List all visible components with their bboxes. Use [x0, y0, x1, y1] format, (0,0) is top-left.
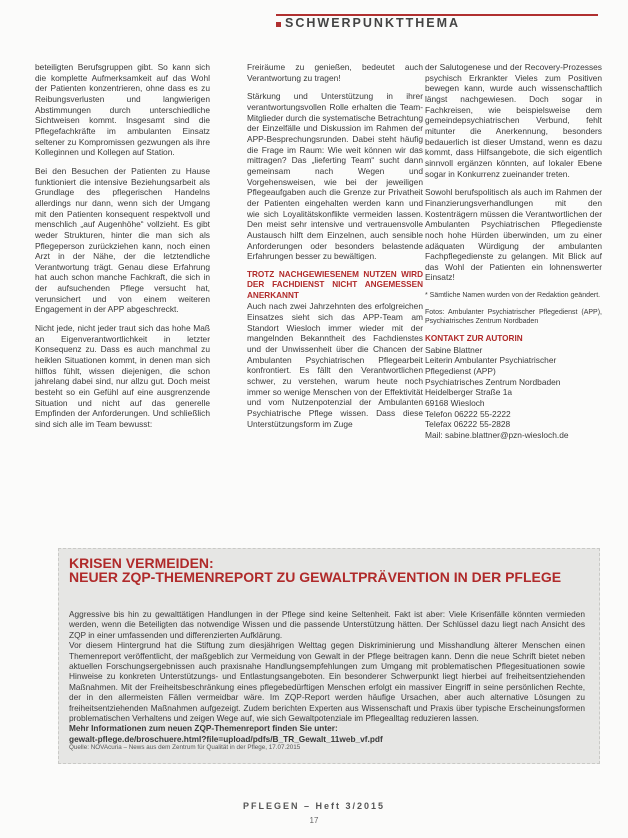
page-number: 17: [309, 816, 319, 825]
info-box-source: Quelle: NOVAcuria – News aus dem Zentrum für Qualität in der Pflege, 17.07.2015: [69, 744, 301, 751]
paragraph: Stärkung und Unterstützung in ihrer verantwortungsvollen Rolle erhalten die Team-Mitglieder durch die systematische Betrachtung der Einzelfälle und Diskussion im Rahmen der APP-Besprechungsrunden. Dabei steht häufig die Frage im Raum: Wie weit können wir das mittragen? Das „lieferting Team“ sucht dann gemeinsam nach Wegen und Vorgehensweisen, wie bei der jeweiligen Pflegeaufgaben auch die Grenze zur Privatheit der Patienten eingehalten werden kann und wie sich Loyalitätskonflikte vermeiden lassen. Den meist sehr intensive und vertrauensvolle Austausch hilft dem Einzelnen, auch sensible Anforderungen oder besonders belastende Erfahrungen besser zu bewältigen.: [247, 91, 423, 262]
paragraph: Nicht jede, nicht jeder traut sich das hohe Maß an Eigenverantwortlichkeit in letzter Konsequenz zu. Dass es auch manchmal zu heiklen Situationen kommt, in denen man sich hilflos fühlt, wissen diejenigen, die schon jahrelang dabei sind, nur allzu gut. Doch meist besteht so ein Gefühl auf eine ausgrenzende Situation und nicht auf das generelle Empfinden der Anforderungen. Und schließlich sind sich alle im Team bewusst:: [35, 323, 210, 429]
paragraph: Bei den Besuchen der Patienten zu Hause funktioniert die intensive Beziehungsarbeit als Grundlage des pflegerischen Handelns allerdings nur dann, wenn sich der Umgang mit den Patienten konsequent respektvoll und menschlich „auf Augenhöhe“ vollzieht. Es gibt weder Strukturen, hinter die man sich als Pflegeperson zurückziehen kann, noch einen Arzt in der Nähe, der die letztendliche Verantwortung trägt. Genau diese Erfahrung hat auch schon manche Fachkraft, die sich in der aufsuchenden Pflege versucht hat, verunsichert und von einem weiteren Engagement in der APP abgeschreckt.: [35, 165, 210, 315]
report-link[interactable]: gewalt-pflege.de/broschuere.html?file=upload/pdfs/B_TR_Gewalt_11web_vf.pdf: [69, 733, 383, 744]
paragraph: Vor diesem Hintergrund hat die Stiftung zum diesjährigen Welttag gegen Diskriminierung und Misshandlung älterer Menschen einen Themenreport veröffentlicht, der maßgeblich zur Vermeidung von Gewalt in der Pflege beitragen kann. Denn die neue Schrift bietet neben aktuellen Forschungsergebnissen auch praxisnahe Handlungsempfehlungen zum Umgang mit problematischen Pflegesituationen sowie Hinweise zu konkreten Unterstützungs- und Entlastungsangeboten. Ein besonderer Schwerpunkt liegt hierbei auf freiheitsentziehenden Maßnahmen. Mit der Freiheitsbeschränkung eines pflegebedürftigen Menschen erfolgt ein massiver Eingriff in seine persönlichen Rechte, der in den allermeisten Fällen vermeidbar wäre. Im ZQP-Report werden häufige Ursachen, aber auch alternative Lösungen zu freiheitsentziehenden Maßnahmen aufgezeigt. Zudem berichten Experten aus Wissenschaft und Praxis über typische Erscheinungsformen problematischen Verhaltens und zeigen Wege auf, wie sich Gewaltpotenziale im Pflegealltag reduzieren lassen.: [69, 640, 585, 724]
paragraph: beteiligten Berufsgruppen gibt. So kann sich die komplette Aufmerksamkeit auf das Wohl der Patienten konzentrieren, ohne dass es zu Reibungsverlusten und langwierigen Abstimmungen durch unterschiedliche Sichtweisen kommt. Insgesamt sind die Pflegefachkräfte im ambulanten Einsatz seltener zu Kompromissen gezwungen als ihre Kolleginnen und Kollegen auf Station.: [35, 62, 210, 158]
paragraph: der Salutogenese und der Recovery-Prozesses psychisch Erkrankter Vieles zum Positiven bewegen kann, wurde auch wissenschaftlich längst nachgewiesen. Doch sogar in Fachkreisen, wie beispielsweise dem gemeindepsychiatrischen Verbund, fehlt mitunter die Anerkennung, besonders bedauerlich ist dieser Umstand, wenn es dazu kommt, dass Hilfsangebote, die sich eigentlich sinnvoll ergänzen könnten, auf lokaler Ebene sogar in Konkurrenz zueinander treten.: [425, 62, 602, 179]
contact-line: 69168 Wiesloch: [425, 398, 485, 409]
contact-fax: Telefax 06222 55-2828: [425, 419, 511, 430]
contact-line: Heidelberger Straße 1a: [425, 387, 513, 398]
info-box-body: [69, 609, 585, 744]
footnote: * Sämtliche Namen wurden von der Redaktion geändert.: [425, 292, 601, 300]
paragraph: Auch nach zwei Jahrzehnten des erfolgreichen Einsatzes sieht sich das APP-Team am Standort Wiesloch immer wieder mit der mangelnden Bekanntheit des Fachdienstes und der Unwissenheit über die Chancen der Ambulanten Psychiatrischen Pflegearbeit konfrontiert. Es fällt den Verantwortlichen schwer, zu verstehen, warum heute noch immer so wenige Menschen von der Effektivität und vom Nutzenpotenzial der Ambulanten Psychiatrische Pflege wissen. Dass diese Unterstützungsform im Zuge: [247, 301, 423, 429]
paragraph: Freiräume zu genießen, bedeutet auch Verantwortung zu tragen!: [247, 62, 423, 83]
section-title: SCHWERPUNKTTHEMA: [285, 16, 461, 30]
info-box-subtitle: NEUER ZQP-THEMENREPORT ZU GEWALTPRÄVENTION IN DER PFLEGE: [69, 569, 562, 585]
info-box: [58, 548, 600, 764]
contact-line: Leiterin Ambulanter Psychiatrischer: [425, 355, 557, 366]
subheading: TROTZ NACHGEWIESENEM NUTZEN WIRD DER FACHDIENST NICHT ANGEMESSEN ANERKANNT: [247, 269, 423, 300]
contact-email[interactable]: Mail: sabine.blattner@pzn-wiesloch.de: [425, 430, 569, 441]
contact-line: Pflegedienst (APP): [425, 366, 496, 377]
column-3: [425, 62, 602, 441]
column-2: [247, 62, 423, 437]
info-box-title: KRISEN VERMEIDEN:: [69, 555, 214, 571]
contact-line: Psychiatrisches Zentrum Nordbaden: [425, 376, 561, 387]
contact-block: [425, 345, 602, 441]
contact-heading: KONTAKT ZUR AUTORIN: [425, 334, 523, 344]
header-marker: [276, 22, 281, 27]
photo-credit: Fotos: Ambulanter Psychiatrischer Pflegedienst (APP), Psychiatrisches Zentrum Nordbaden: [425, 309, 602, 326]
page-footer: PFLEGEN – Heft 3/2015: [242, 801, 386, 811]
paragraph: Aggressive bis hin zu gewalttätigen Handlungen in der Pflege sind keine Seltenheit. Fakt ist aber: Viele Krisenfälle könnten vermieden werden, wenn die Beteiligten das notwendige Wissen und die passende Unterstützung hätten. Der Schlüssel dazu liegt nach Ansicht des ZQP in einer umfassenden und differenzierten Aufklärung.: [69, 609, 585, 640]
contact-phone: Telefon 06222 55-2222: [425, 408, 511, 419]
section-header: [276, 14, 598, 36]
paragraph: Sowohl berufspolitisch als auch im Rahmen der Finanzierungsverhandlungen mit den Kostenträgern müssen die Verantwortlichen der Ambulanten Psychiatrischen Pflegedienste noch hohe Hürden überwinden, um zu einer adäquaten Würdigung der ambulanten Fachpflegedienste zu gelangen. Mit Blick auf das Wohl der Patienten ein lohnenswerter Einsatz!: [425, 187, 602, 283]
more-info-label: Mehr Informationen zum neuen ZQP-Themenreport finden Sie unter:: [69, 723, 338, 734]
article-body: [35, 62, 602, 514]
contact-line: Sabine Blattner: [425, 344, 483, 355]
column-1: [35, 62, 210, 438]
